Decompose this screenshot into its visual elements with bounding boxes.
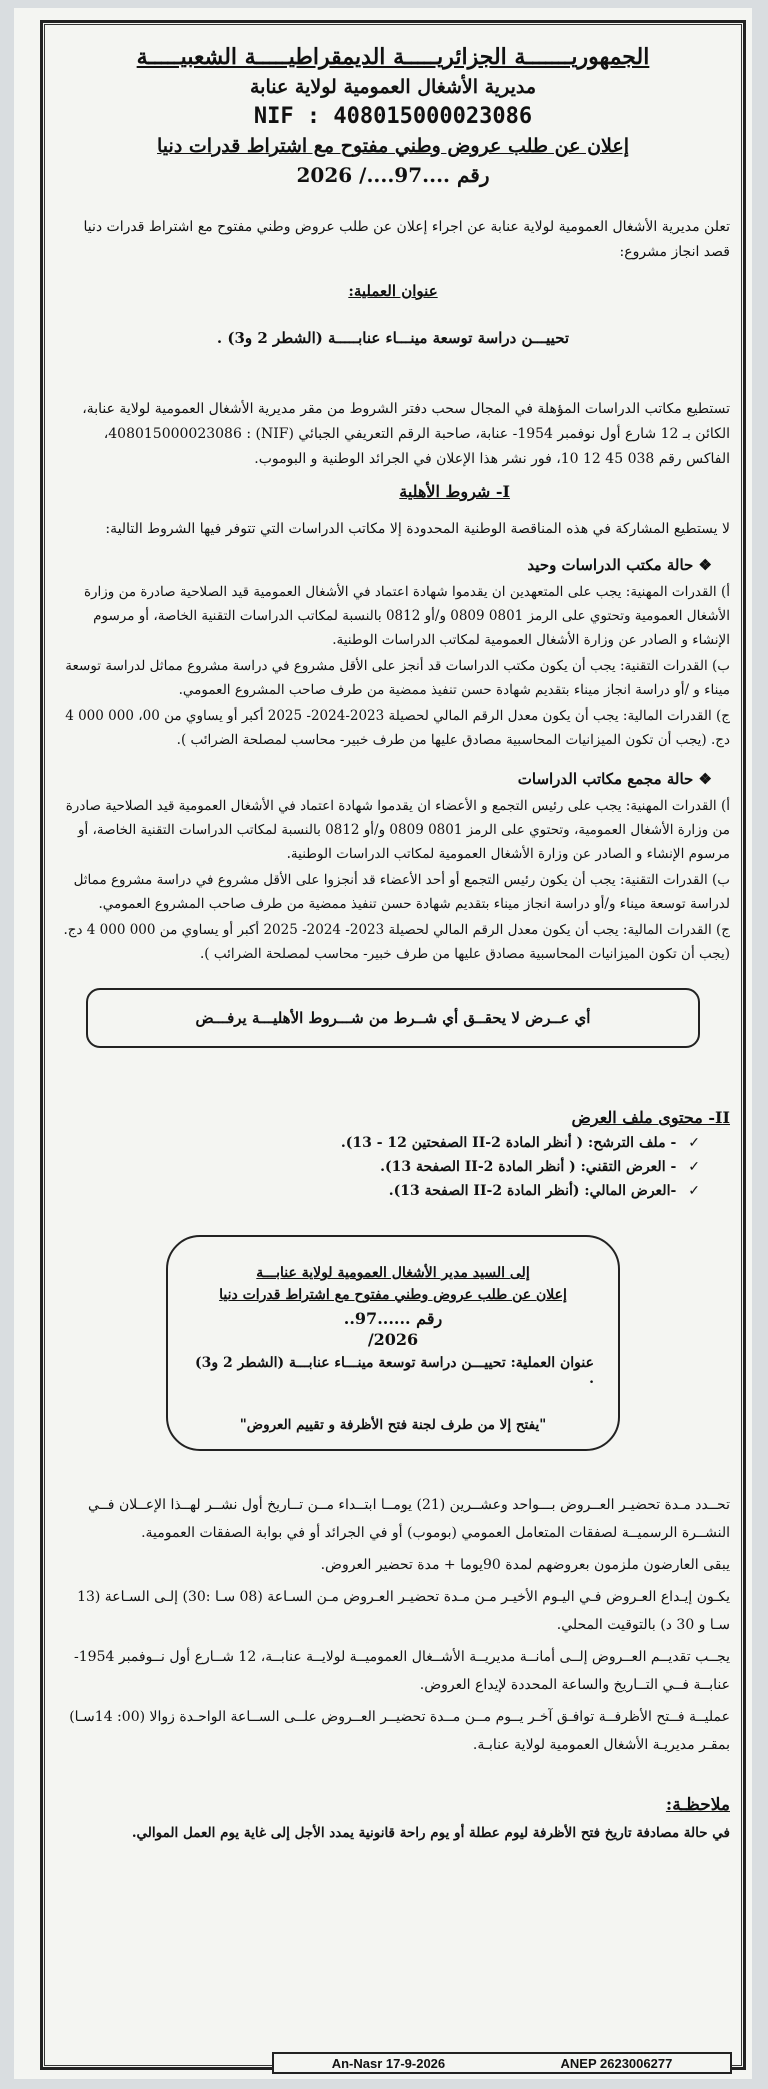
newspaper-date: An-Nasr 17-9-2026 <box>331 2055 446 2071</box>
content-item-technical: ✓- العرض التقني: ( أنظر المادة 2-II الصفحة 13). <box>380 1159 700 1175</box>
single-financial-capacity: ج) القدرات المالية: يجب أن يكون معدل الرقم المالي لحصيلة 2023-2024- 2025 أكبر أو يساوي من 00، 000 000 4 دج. (يجب أن تكون الميزانيات المحاسبية مصادق عليها من طرف خبير- محاسب لمصلحة الضرائب ). <box>65 708 730 748</box>
operation-title: تحييـــن دراسة توسعة مينـــاء عنابـــــة (الشطر 2 و3) . <box>216 329 570 347</box>
section-offer-content-title: II- محتوى ملف العرض <box>571 1108 730 1127</box>
single-technical-capacity: ب) القدرات التقنية: يجب أن يكون مكتب الدراسات قد أنجز على الأقل مشروع في دراسة مشروع مماثل لدراسة توسعة ميناء و /أو دراسة انجاز ميناء بتقديم شهادة حسن تنفيذ ممضية من طرف صاحب المشروع العمومي. <box>65 658 730 698</box>
withdraw-paragraph: تستطيع مكاتب الدراسات المؤهلة في المجال سحب دفتر الشروط من مقر مديرية الأشغال العمومية لولاية عنابة، الكائن بـ 12 شارع أول نوفمبر 1954- عنابة، صاحبة الرقم التعريفي الجبائي (NIF) : 408015000023086، الفاكس رقم 038 45 12 10، فور نشر هذا الإعلان في الجرائد الوطنية و البوموب. <box>82 401 730 467</box>
envelope-do-not-open: "يفتح إلا من طرف لجنة فتح الأظرفة و تقييم العروض" <box>239 1417 547 1433</box>
opening-session: عمليــة فــتح الأظرفــة توافـق آخـر يــوم مــن مــدة تحضيــر العــروض علــى الســاعة الواحـدة زوالا (00: 14سـا) بمقـر مديريـة الأشغال العمومية لولاية عنابـة. <box>69 1709 730 1753</box>
envelope-number: رقم ......97.. <box>343 1309 443 1328</box>
preparation-period: تحــدد مـدة تحضيـر العــروض بـــواحد وعشــرين (21) يومــا ابتــداء مــن تــاريخ أول نشــر لهــذا الإعــلان فــي النشــرة الرسميــة لصفقات المتعامل العمومي (بوموب) أو في الجرائد أو في بوابة الصفقات العمومية. <box>87 1497 730 1541</box>
content-item-financial: ✓-العرض المالي: (أنظر المادة 2-II الصفحة 13). <box>388 1183 700 1199</box>
envelope-operation-title: عنوان العملية: تحييـــن دراسة توسعة مينـــاء عنابـــة (الشطر 2 و3) . <box>195 1355 594 1387</box>
group-professional-capacity: أ) القدرات المهنية: يجب على رئيس التجمع و الأعضاء ان يقدموا شهادة اعتماد في الأشغال العمومية قيد الصلاحية صادرة من وزارة الأشغال العمومية، وتحتوي على الرمز 0801 0809 و/أو 0812 بالنسبة لمكاتب الدراسات التقنية الخاصة، أو مرسوم الإنشاء و الصادر عن وزارة الأشغال العمومية لمكاتب الدراسات الوطنية. <box>65 798 730 862</box>
envelope-recipient: إلى السيد مدير الأشغال العمومية لولاية عنابـــة <box>256 1265 530 1281</box>
group-financial-capacity: ج) القدرات المالية: يجب أن يكون معدل الرقم المالي لحصيلة 2023- 2024- 2025 أكبر أو يساوي من 000 000 4 دج. (يجب أن تكون الميزانيات المحاسبية مصادق عليها من طرف خبير- محاسب لمصلحة الضرائب ). <box>63 922 730 962</box>
envelope-label-box <box>166 1235 620 1451</box>
group-bureau-title: ❖ حالة مجمع مكاتب الدراسات <box>517 770 712 788</box>
note-title: ملاحظـة: <box>665 1795 730 1815</box>
deposit-time: يكـون إيـداع العـروض فـي اليـوم الأخيـر مـن مـدة تحضيـر العـروض مـن السـاعة (08 سـا :30) إلـى السـاعة (13 سـا و 30 د) بالتوقيت المحلي. <box>77 1589 730 1633</box>
rejection-notice-text: أي عــرض لا يحقــق أي شــرط من شـــروط الأهليـــة يرفـــض <box>195 1009 591 1027</box>
announcement-number: رقم ....97..../ 2026 <box>296 163 490 187</box>
envelope-year: 2026/ <box>367 1330 419 1349</box>
single-bureau-title: ❖ حالة مكتب الدراسات وحيد <box>527 556 712 574</box>
anep-reference: ANEP 2623006277 <box>560 2055 673 2071</box>
section-eligibility-title: I- شروط الأهلية <box>399 482 510 501</box>
publication-footer <box>272 2052 732 2074</box>
directorate-heading: مديرية الأشغال العمومية لولاية عنابة <box>249 76 537 98</box>
intro-paragraph: تعلن مديرية الأشغال العمومية لولاية عنابة عن اجراء إعلان عن طلب عروض وطني مفتوح مع اشتراط قدرات دنيا قصد انجاز مشروع: <box>83 219 730 260</box>
check-icon: ✓ <box>688 1159 700 1175</box>
announcement-content <box>56 36 730 1850</box>
republic-heading: الجمهوريـــــــة الجزائريـــــة الديمقراطيـــــة الشعبيـــــة <box>136 44 650 70</box>
check-icon: ✓ <box>688 1135 700 1151</box>
group-technical-capacity: ب) القدرات التقنية: يجب أن يكون رئيس التجمع أو أحد الأعضاء قد أنجزوا على الأقل مشروع في دراسة مشروع مماثل لدراسة توسعة ميناء و/أو دراسة انجاز ميناء بتقديم شهادة حسن تنفيذ ممضية من طرف صاحب المشروع العمومي. <box>73 872 730 912</box>
envelope-announcement: إعلان عن طلب عروض وطني مفتوح مع اشتراط قدرات دنيا <box>219 1287 567 1303</box>
content-item-candidacy: ✓- ملف الترشح: ( أنظر المادة 2-II الصفحتين 12 - 13). <box>340 1135 700 1151</box>
single-professional-capacity: أ) القدرات المهنية: يجب على المتعهدين ان يقدموا شهادة اعتماد في الأشغال العمومية قيد الصلاحية صادرة من وزارة الأشغال العمومية وتحتوي على الرمز 0801 0809 و/أو 0812 بالنسبة لمكاتب الدراسات التقنية الخاصة، أو مرسوم الإنشاء و الصادر عن وزارة الأشغال العمومية لمكاتب الدراسات الوطنية. <box>83 584 730 648</box>
rejection-notice-box <box>86 988 700 1048</box>
eligibility-intro: لا يستطيع المشاركة في هذه المناقصة الوطنية المحدودة إلا مكاتب الدراسات التي تتوفر فيها الشروط التالية: <box>105 521 730 537</box>
operation-title-label: عنوان العملية: <box>348 282 438 300</box>
check-icon: ✓ <box>688 1183 700 1199</box>
note-text: في حالة مصادفة تاريخ فتح الأظرفة ليوم عطلة أو يوم راحة قانونية يمدد الأجل إلى غاية يوم العمل الموالي. <box>131 1825 730 1841</box>
offer-validity: يبقى العارضون ملزمون بعروضهم لمدة 90يوما + مدة تحضير العروض. <box>320 1557 730 1573</box>
nif-number: NIF : 408015000023086 <box>253 104 533 129</box>
closing-paragraphs <box>56 1491 730 1759</box>
deposit-place: يجــب تقديــم العــروض إلــى أمانــة مديريــة الأشــغال العموميــة لولايــة عنابــة، 12 شــارع أول نــوفمبر 1954- عنابــة فــي التــاريخ والساعة المحددة لإيداع العروض. <box>74 1649 730 1693</box>
announcement-heading: إعلان عن طلب عروض وطني مفتوح مع اشتراط قدرات دنيا <box>157 135 629 157</box>
